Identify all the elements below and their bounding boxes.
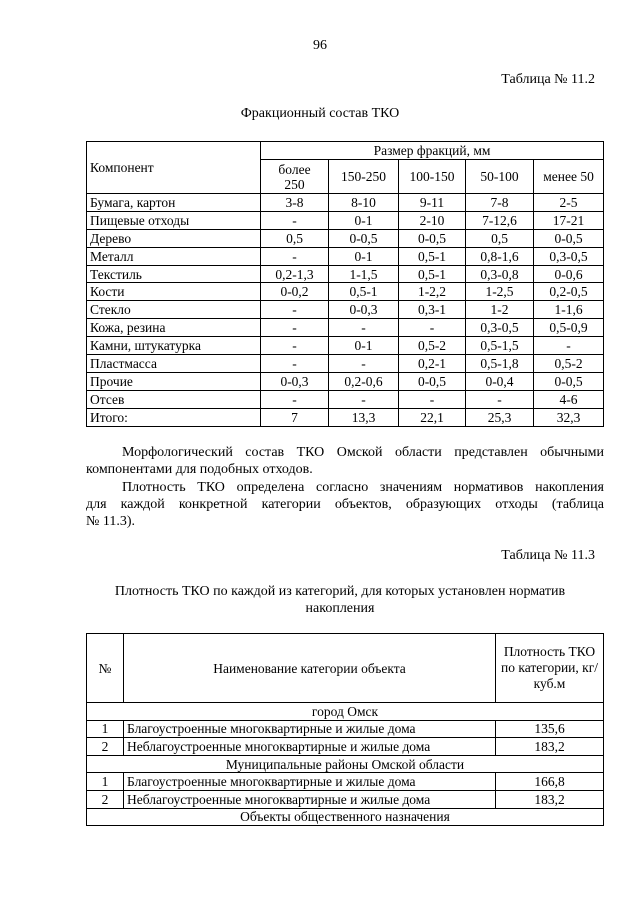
category-name: Благоустроенные многоквартирные и жилые дома — [124, 773, 496, 791]
fraction-value: 0,5-0,9 — [534, 319, 604, 337]
fraction-value: - — [399, 319, 466, 337]
category-name: Неблагоустроенные многоквартирные и жилые дома — [124, 790, 496, 808]
component-name: Металл — [87, 247, 261, 265]
column-header: менее 50 — [534, 160, 604, 194]
table-row — [87, 337, 604, 355]
component-name: Отсев — [87, 390, 261, 408]
fraction-value: 0-0,6 — [534, 265, 604, 283]
column-header: более 250 — [261, 160, 329, 194]
table-caption: Таблица № 11.2 — [501, 72, 595, 87]
fraction-value: - — [261, 211, 329, 229]
fraction-composition-table — [86, 141, 604, 427]
fraction-value: 8-10 — [329, 194, 399, 212]
table-title: Фракционный состав ТКО — [240, 106, 400, 121]
fraction-value: 0-0,5 — [534, 229, 604, 247]
fraction-value: - — [261, 319, 329, 337]
section-title: Муниципальные районы Омской области — [87, 755, 604, 773]
fraction-value: 0,5 — [261, 229, 329, 247]
paragraph-line: компонентами для подобных отходов. — [86, 462, 313, 477]
column-header: 50-100 — [466, 160, 534, 194]
fraction-value: 17-21 — [534, 211, 604, 229]
section-title: город Омск — [87, 703, 604, 721]
component-name: Стекло — [87, 301, 261, 319]
column-header: 150-250 — [329, 160, 399, 194]
fraction-value: 2-10 — [399, 211, 466, 229]
table-row — [87, 372, 604, 390]
table-title-line: накопления — [305, 601, 375, 616]
fraction-value: - — [329, 319, 399, 337]
fraction-value: 0,2-1,3 — [261, 265, 329, 283]
table-row — [87, 355, 604, 373]
category-name: Неблагоустроенные многоквартирные и жилые дома — [124, 738, 496, 756]
paragraph-line: Морфологический состав ТКО Омской области представлен обычными — [122, 445, 604, 460]
fraction-value: 1-2 — [466, 301, 534, 319]
fraction-value: 0,5-2 — [399, 337, 466, 355]
fraction-value: 0-1 — [329, 337, 399, 355]
header-number: № — [87, 634, 124, 703]
column-header: 100-150 — [399, 160, 466, 194]
fraction-value: 25,3 — [466, 408, 534, 426]
table-row — [87, 390, 604, 408]
row-number: 2 — [87, 790, 124, 808]
table-row — [87, 408, 604, 426]
fraction-value: 0,3-0,8 — [466, 265, 534, 283]
paragraph-line: Плотность ТКО определена согласно значениям нормативов накопления — [122, 480, 604, 495]
fraction-value: - — [261, 301, 329, 319]
component-name: Текстиль — [87, 265, 261, 283]
paragraph-density — [86, 479, 604, 530]
table-row — [87, 283, 604, 301]
table-row — [87, 319, 604, 337]
table-title — [60, 583, 620, 617]
density-value: 166,8 — [496, 773, 604, 791]
section-row — [87, 755, 604, 773]
fraction-value: 0-0,5 — [399, 229, 466, 247]
fraction-value: 0,5-1 — [399, 265, 466, 283]
paragraph-line: № 11.3). — [86, 514, 135, 529]
row-number: 2 — [87, 738, 124, 756]
fraction-value: 0-1 — [329, 247, 399, 265]
table-row — [87, 211, 604, 229]
fraction-value: 7-12,6 — [466, 211, 534, 229]
fraction-value: 32,3 — [534, 408, 604, 426]
fraction-value: - — [534, 337, 604, 355]
table-row — [87, 301, 604, 319]
component-name: Кожа, резина — [87, 319, 261, 337]
header-density: Плотность ТКО по категории, кг/куб.м — [496, 634, 604, 703]
fraction-value: 0,2-0,5 — [534, 283, 604, 301]
fraction-value: 7 — [261, 408, 329, 426]
header-fraction-size: Размер фракций, мм — [261, 142, 604, 160]
fraction-value: 0,5-1,5 — [466, 337, 534, 355]
header-category-name: Наименование категории объекта — [124, 634, 496, 703]
fraction-value: 3-8 — [261, 194, 329, 212]
density-value: 135,6 — [496, 720, 604, 738]
fraction-value: 1-1,5 — [329, 265, 399, 283]
header-component: Компонент — [87, 142, 261, 194]
fraction-value: 0-0,3 — [329, 301, 399, 319]
fraction-value: - — [329, 390, 399, 408]
fraction-value: 0-0,3 — [261, 372, 329, 390]
component-name: Камни, штукатурка — [87, 337, 261, 355]
density-value: 183,2 — [496, 738, 604, 756]
fraction-value: 0,2-1 — [399, 355, 466, 373]
fraction-value: 0,3-0,5 — [466, 319, 534, 337]
component-name: Пищевые отходы — [87, 211, 261, 229]
section-row — [87, 703, 604, 721]
fraction-value: 0-0,5 — [534, 372, 604, 390]
paragraph-morphology — [86, 444, 604, 478]
fraction-value: 0-0,5 — [329, 229, 399, 247]
fraction-value: 1-1,6 — [534, 301, 604, 319]
component-name: Кости — [87, 283, 261, 301]
fraction-value: - — [399, 390, 466, 408]
page-number: 96 — [313, 38, 327, 53]
row-number: 1 — [87, 720, 124, 738]
fraction-value: 22,1 — [399, 408, 466, 426]
fraction-value: 1-2,5 — [466, 283, 534, 301]
fraction-value: - — [261, 247, 329, 265]
fraction-value: 2-5 — [534, 194, 604, 212]
section-row — [87, 808, 604, 826]
density-value: 183,2 — [496, 790, 604, 808]
fraction-value: 4-6 — [534, 390, 604, 408]
fraction-value: 0-0,2 — [261, 283, 329, 301]
fraction-value: 0,3-0,5 — [534, 247, 604, 265]
fraction-value: - — [329, 355, 399, 373]
fraction-value: 0,5-2 — [534, 355, 604, 373]
fraction-value: - — [466, 390, 534, 408]
table-row — [87, 720, 604, 738]
table-row — [87, 773, 604, 791]
fraction-value: - — [261, 390, 329, 408]
fraction-value: 0,2-0,6 — [329, 372, 399, 390]
fraction-value: 0,5-1 — [329, 283, 399, 301]
fraction-value: 0,5-1 — [399, 247, 466, 265]
fraction-value: - — [261, 337, 329, 355]
density-table — [86, 633, 604, 826]
fraction-value: 1-2,2 — [399, 283, 466, 301]
table-title-line: Плотность ТКО по каждой из категорий, для которых установлен норматив — [114, 584, 566, 599]
table-row — [87, 738, 604, 756]
component-name: Пластмасса — [87, 355, 261, 373]
fraction-value: 0,5-1,8 — [466, 355, 534, 373]
component-name: Прочие — [87, 372, 261, 390]
row-number: 1 — [87, 773, 124, 791]
table-row — [87, 790, 604, 808]
fraction-value: 0,3-1 — [399, 301, 466, 319]
table-row — [87, 265, 604, 283]
fraction-value: 0,5 — [466, 229, 534, 247]
fraction-value: 0-0,5 — [399, 372, 466, 390]
component-name: Итого: — [87, 408, 261, 426]
fraction-value: - — [261, 355, 329, 373]
fraction-value: 13,3 — [329, 408, 399, 426]
component-name: Бумага, картон — [87, 194, 261, 212]
table-row — [87, 194, 604, 212]
table-caption: Таблица № 11.3 — [501, 548, 595, 563]
fraction-value: 9-11 — [399, 194, 466, 212]
category-name: Благоустроенные многоквартирные и жилые дома — [124, 720, 496, 738]
table-row — [87, 247, 604, 265]
section-title: Объекты общественного назначения — [87, 808, 604, 826]
fraction-value: 7-8 — [466, 194, 534, 212]
fraction-value: 0-1 — [329, 211, 399, 229]
table-row — [87, 229, 604, 247]
fraction-value: 0,8-1,6 — [466, 247, 534, 265]
fraction-value: 0-0,4 — [466, 372, 534, 390]
component-name: Дерево — [87, 229, 261, 247]
paragraph-line: для каждой конкретной категории объектов, образующих отходы (таблица — [86, 497, 604, 512]
